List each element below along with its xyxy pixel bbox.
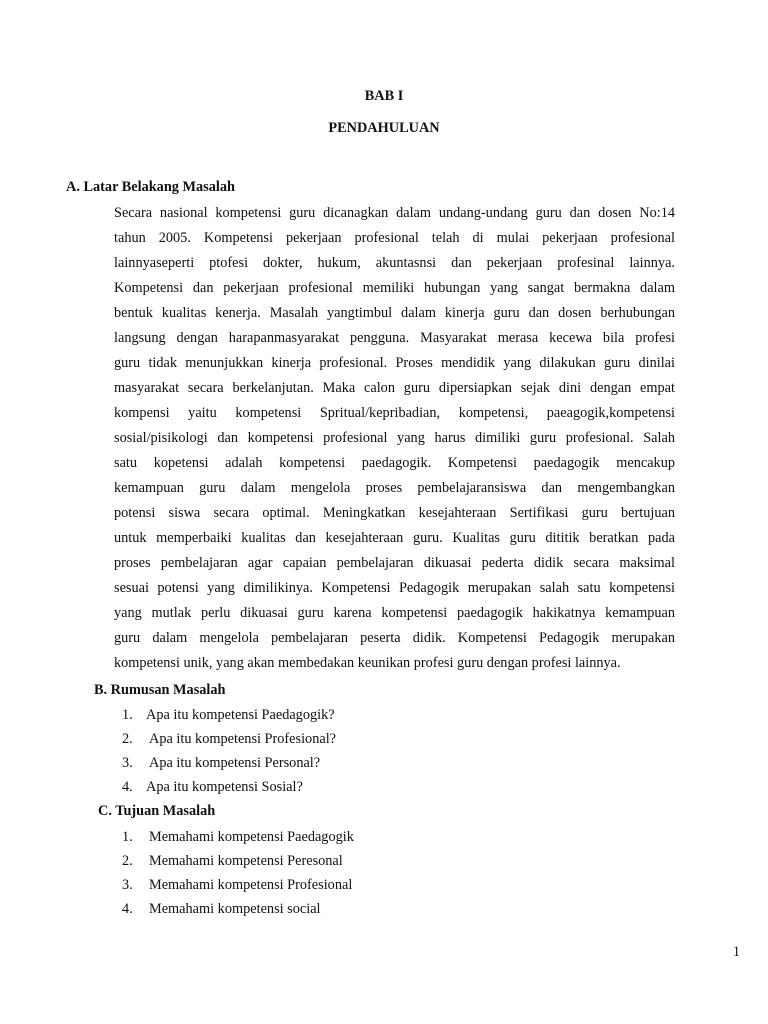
paragraph-line: guru tidak menunjukkan kinerja profesional. Proses mendidik yang dilakukan guru dinilai <box>114 355 675 371</box>
list-item-number: 4. <box>122 779 133 795</box>
list-item-text: Apa itu kompetensi Sosial? <box>146 779 303 795</box>
list-item <box>122 825 354 849</box>
paragraph-line: sesuai potensi yang dimilikinya. Kompetensi Pedagogik merupakan salah satu kompetensi <box>114 580 675 596</box>
paragraph-line: satu kopetensi adalah kompetensi paedagogik. Kompetensi paedagogik mencakup <box>114 455 675 471</box>
list-item-number: 2. <box>122 853 133 869</box>
list-item-number: 2. <box>122 731 133 747</box>
paragraph-line: Kompetensi dan pekerjaan profesional memiliki hubungan yang sangat bermakna dalam <box>114 280 675 296</box>
paragraph-line: Secara nasional kompetensi guru dicanagkan dalam undang-undang guru dan dosen No:14 <box>114 205 675 221</box>
paragraph-line: proses pembelajaran agar capaian pembelajaran dikuasai pederta didik secara maksimal <box>114 555 675 571</box>
section-a-paragraph <box>114 201 675 676</box>
paragraph-line: kompetensi unik, yang akan membedakan keunikan profesi guru dengan profesi lainnya. <box>114 655 621 671</box>
list-item-text: Apa itu kompetensi Paedagogik? <box>146 707 335 723</box>
paragraph-line: untuk memperbaiki kualitas dan kesejahteraan guru. Kualitas guru dititik beratkan pada <box>114 530 675 546</box>
list-item-text: Memahami kompetensi Profesional <box>149 877 353 893</box>
paragraph-line: yang mutlak perlu dikuasai guru karena kompetensi paedagogik hakikatnya kemampuan <box>114 605 675 621</box>
list-item-number: 1. <box>122 707 133 723</box>
page-number: 1 <box>732 944 740 960</box>
list-item <box>122 703 336 727</box>
section-b-heading: B. Rumusan Masalah <box>94 682 226 698</box>
chapter-title: PENDAHULUAN <box>328 120 440 136</box>
list-item <box>122 727 336 751</box>
list-item-text: Apa itu kompetensi Personal? <box>149 755 321 771</box>
section-c-list <box>122 825 354 921</box>
list-item-text: Memahami kompetensi social <box>149 901 321 917</box>
list-item-number: 3. <box>122 877 133 893</box>
list-item-text: Memahami kompetensi Peresonal <box>149 853 343 869</box>
list-item-number: 3. <box>122 755 133 771</box>
list-item <box>122 849 354 873</box>
paragraph-line: potensi siswa secara optimal. Meningkatkan kesejahteraan Sertifikasi guru bertujuan <box>114 505 675 521</box>
list-item <box>122 775 336 799</box>
paragraph-line: kemampuan guru dalam mengelola proses pembelajaransiswa dan mengembangkan <box>114 480 675 496</box>
list-item-text: Apa itu kompetensi Profesional? <box>149 731 337 747</box>
list-item-text: Memahami kompetensi Paedagogik <box>149 829 354 845</box>
paragraph-line: langsung dengan harapanmasyarakat pengguna. Masyarakat merasa kecewa bila profesi <box>114 330 675 346</box>
list-item-number: 4. <box>122 901 133 917</box>
paragraph-line: lainnyaseperti ptofesi dokter, hukum, akuntasnsi dan pekerjaan profesinal lainnya. <box>114 255 675 271</box>
paragraph-line: bentuk kualitas kenerja. Masalah yangtimbul dalam kinerja guru dan dosen berhubungan <box>114 305 675 321</box>
list-item-number: 1. <box>122 829 133 845</box>
section-b-list <box>122 703 336 799</box>
chapter-number: BAB I <box>364 88 404 104</box>
paragraph-line: masyarakat secara berkelanjutan. Maka calon guru dipersiapkan sejak dini dengan empat <box>114 380 675 396</box>
paragraph-line: sosial/pisikologi dan kompetensi profesional yang harus dimiliki guru profesional. Salah <box>114 430 675 446</box>
paragraph-line: kompensi yaitu kompetensi Spritual/kepribadian, kompetensi, paeagogik,kompetensi <box>114 405 675 421</box>
section-c-heading: C. Tujuan Masalah <box>98 803 216 819</box>
list-item <box>122 751 336 775</box>
section-a-heading: A. Latar Belakang Masalah <box>66 179 235 195</box>
paragraph-line: tahun 2005. Kompetensi pekerjaan profesional telah di mulai pekerjaan profesional <box>114 230 675 246</box>
list-item <box>122 873 354 897</box>
list-item <box>122 897 354 921</box>
paragraph-line: guru dalam mengelola pembelajaran peserta didik. Kompetensi Pedagogik merupakan <box>114 630 675 646</box>
